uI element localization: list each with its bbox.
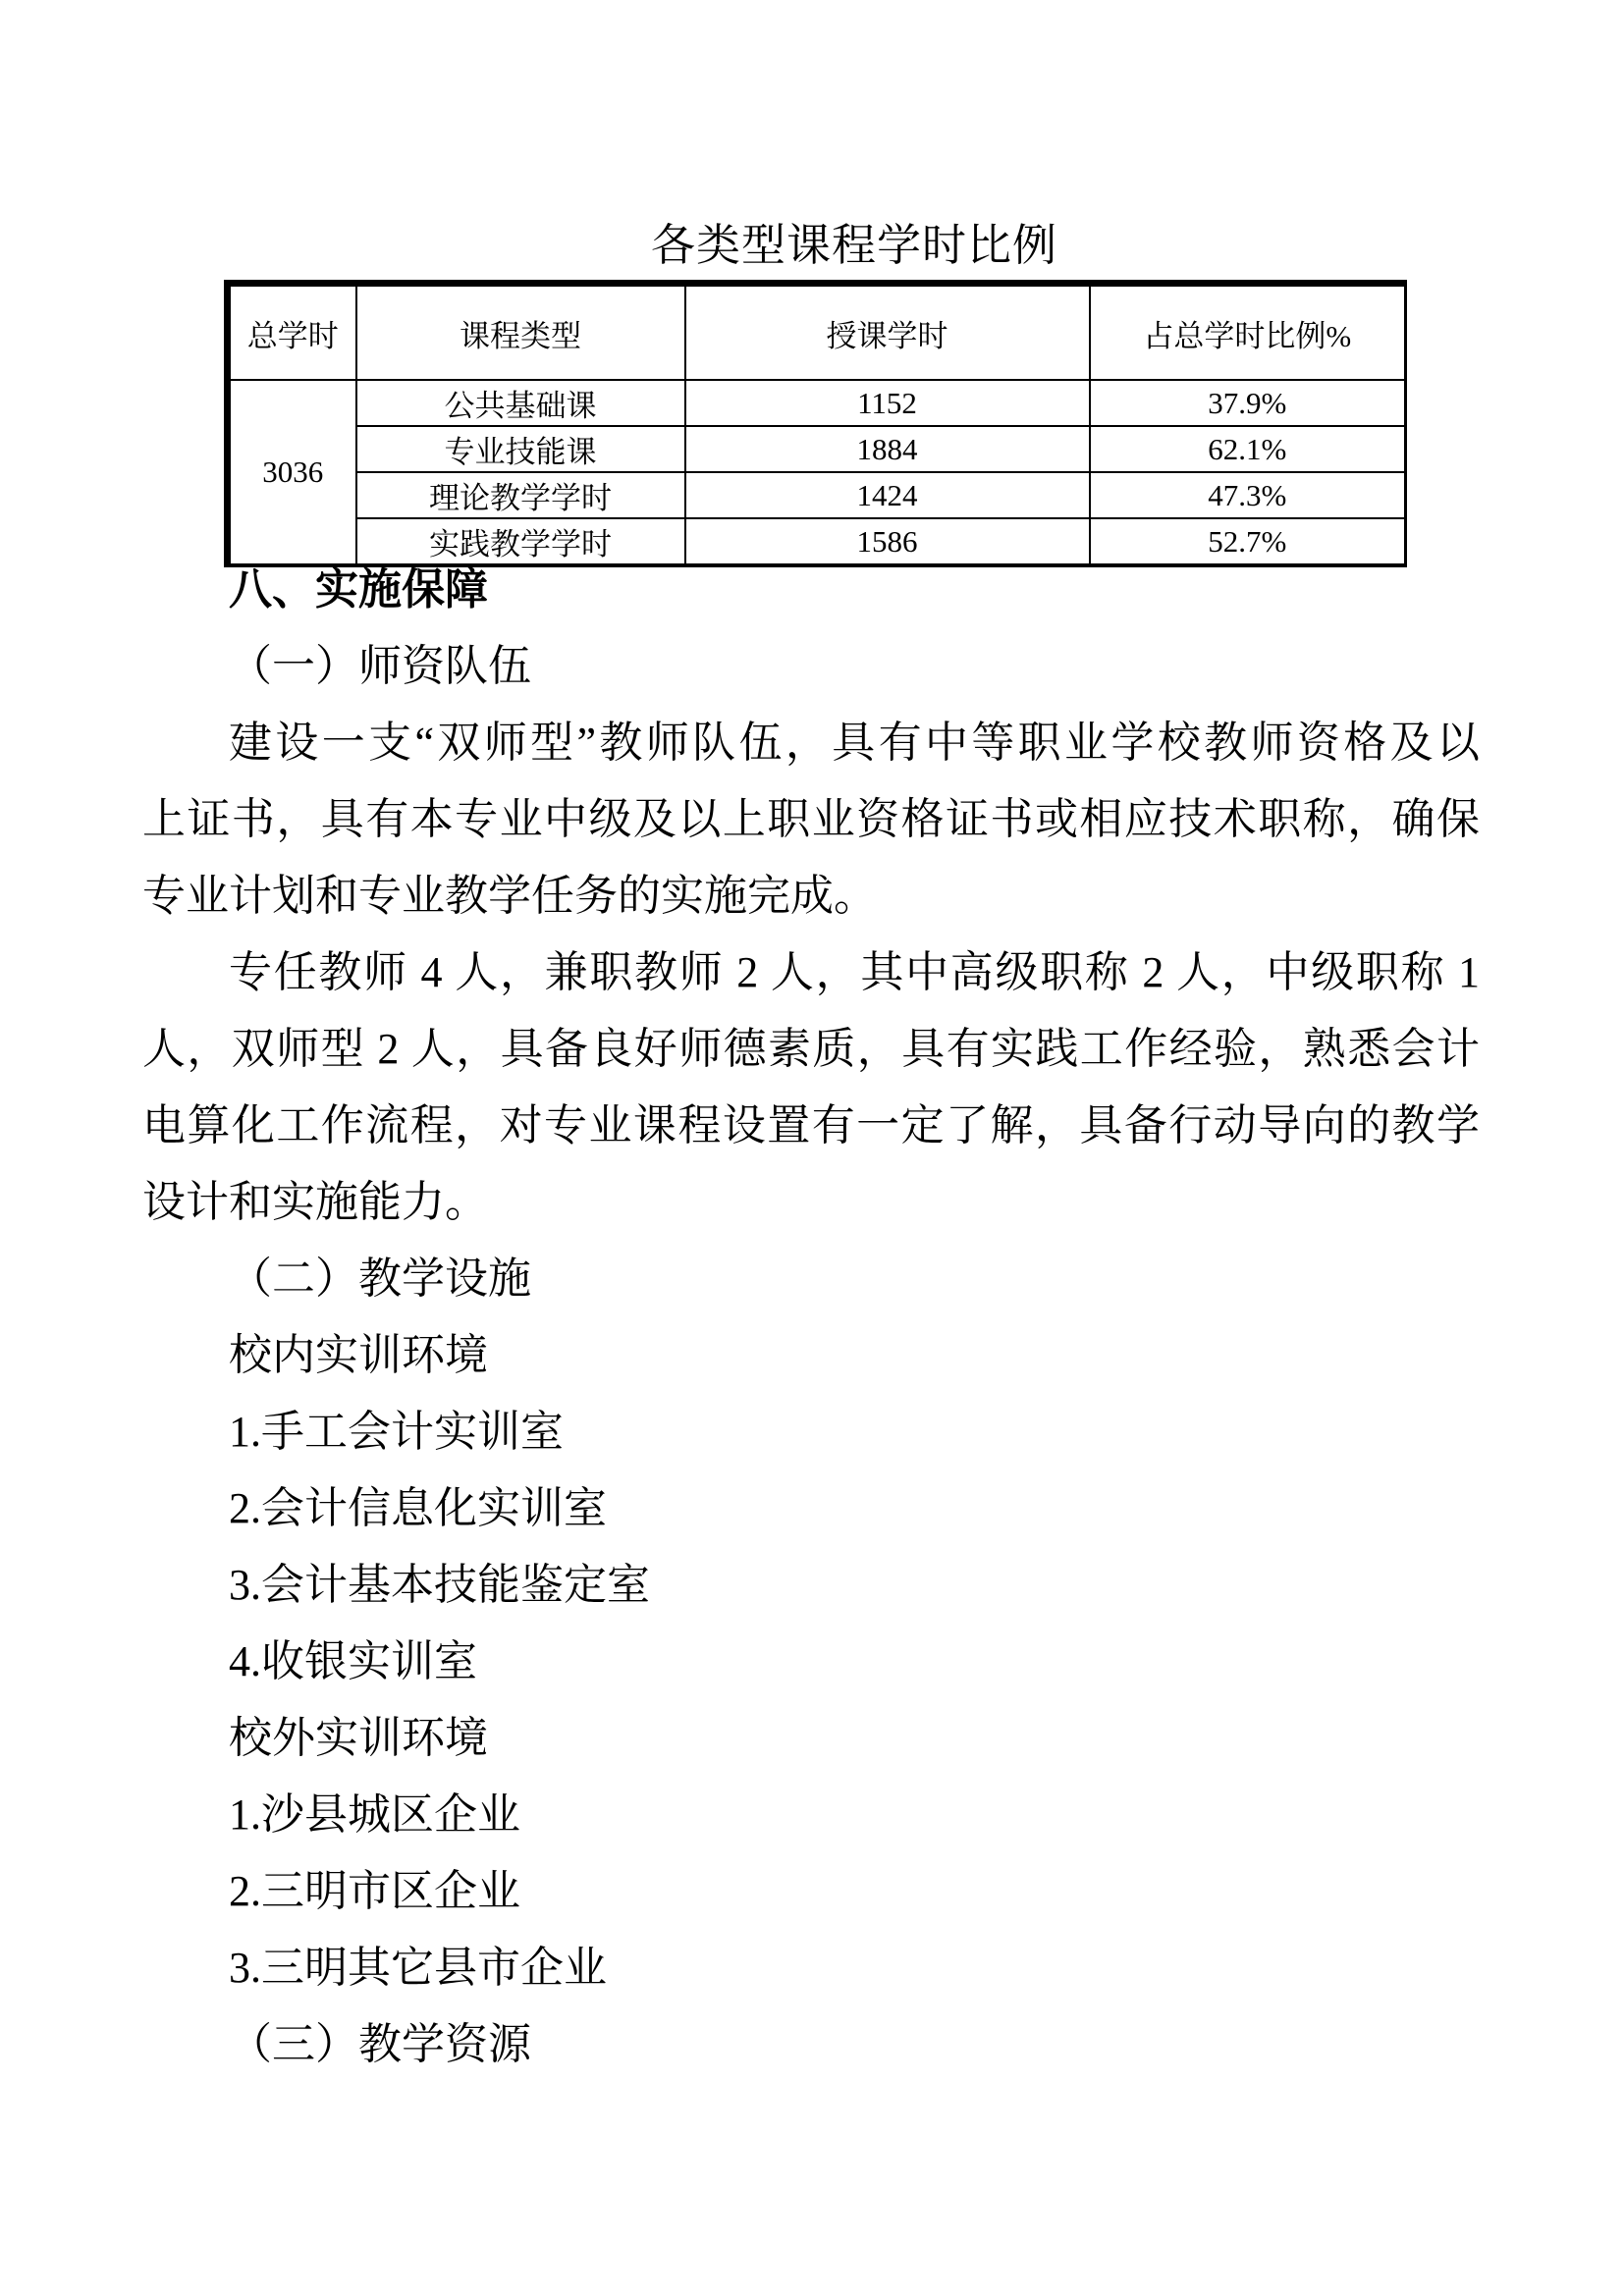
percent-cell: 62.1% [1090, 426, 1406, 472]
paragraph-line: 上证书，具有本专业中级及以上职业资格证书或相应技术职称，确保 [142, 795, 1480, 843]
paragraph-line: 专任教师 4 人，兼职教师 2 人，其中高级职称 2 人，中级职称 1 [229, 948, 1480, 996]
course-type-cell: 公共基础课 [356, 380, 685, 426]
table-row [228, 472, 1406, 518]
paragraph-line: 专业计划和专业教学任务的实施完成。 [142, 872, 877, 920]
paragraph-line: 电算化工作流程，对专业课程设置有一定了解，具备行动导向的教学 [142, 1101, 1480, 1149]
table-caption: 各类型课程学时比例 [650, 221, 1057, 270]
hours-cell: 1152 [685, 380, 1090, 426]
body-line: 校内实训环境 [229, 1331, 488, 1379]
percent-cell: 37.9% [1090, 380, 1406, 426]
total-hours-cell: 3036 [228, 380, 356, 565]
course-hours-table [224, 280, 1407, 567]
header-total-hours: 总学时 [228, 284, 356, 381]
subsection-heading: （三）教学资源 [229, 2020, 531, 2068]
list-item: 1.沙县城区企业 [229, 1790, 520, 1839]
hours-cell: 1424 [685, 472, 1090, 518]
subsection-heading: （二）教学设施 [229, 1255, 531, 1303]
paragraph-line: 建设一支“双师型”教师队伍，具有中等职业学校教师资格及以 [229, 719, 1480, 767]
list-item: 4.收银实训室 [229, 1637, 477, 1685]
header-teaching-hours: 授课学时 [685, 284, 1090, 381]
course-type-cell: 理论教学学时 [356, 472, 685, 518]
list-item: 3.三明其它县市企业 [229, 1944, 607, 1992]
list-item: 1.手工会计实训室 [229, 1408, 564, 1456]
subsection-heading: （一）师资队伍 [229, 642, 531, 690]
percent-cell: 52.7% [1090, 518, 1406, 565]
list-item: 2.三明市区企业 [229, 1867, 520, 1915]
paragraph-line: 设计和实施能力。 [142, 1178, 488, 1226]
table-header-row [228, 284, 1406, 381]
course-type-cell: 实践教学学时 [356, 518, 685, 565]
header-percentage: 占总学时比例% [1090, 284, 1406, 381]
list-item: 3.会计基本技能鉴定室 [229, 1561, 650, 1609]
table-row [228, 380, 1406, 426]
paragraph-line: 人，双师型 2 人，具备良好师德素质，具有实践工作经验，熟悉会计 [142, 1025, 1480, 1073]
table-row [228, 426, 1406, 472]
body-line: 校外实训环境 [229, 1714, 488, 1762]
course-type-cell: 专业技能课 [356, 426, 685, 472]
document-body [142, 552, 1480, 2083]
header-course-type: 课程类型 [356, 284, 685, 381]
hours-cell: 1586 [685, 518, 1090, 565]
list-item: 2.会计信息化实训室 [229, 1484, 607, 1532]
hours-cell: 1884 [685, 426, 1090, 472]
percent-cell: 47.3% [1090, 472, 1406, 518]
section-heading: 八、实施保障 [229, 565, 488, 614]
